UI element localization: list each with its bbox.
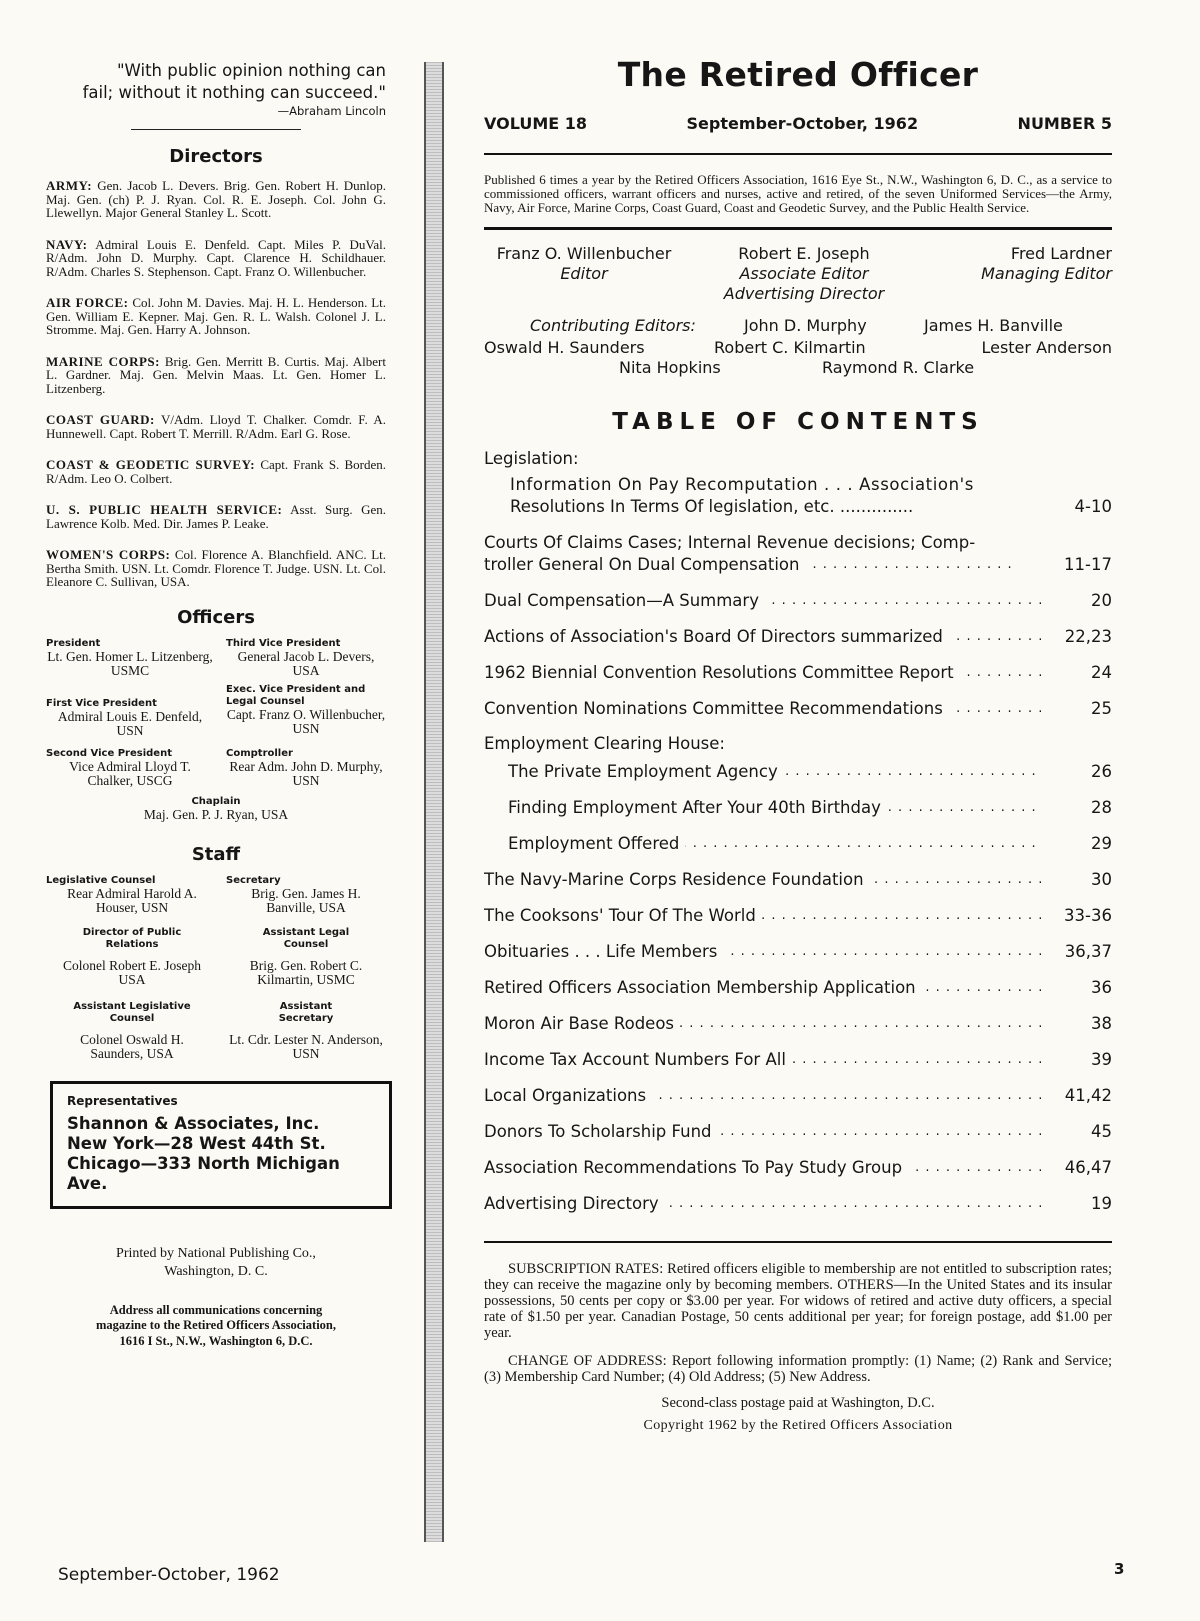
table-of-contents xyxy=(484,449,1112,1215)
toc-entry[interactable] xyxy=(484,590,1112,612)
staff-member xyxy=(226,1001,386,1061)
column-divider-bar xyxy=(424,62,444,1542)
staff-block xyxy=(46,875,386,1061)
director-entry: COAST GUARD: V/Adm. Lloyd T. Chalker. Comdr. F. A. Hunnewell. Capt. Robert T. Merrill. R/Adm. Earl G. Rose. xyxy=(46,412,386,441)
contributing-editor: Robert C. Kilmartin xyxy=(714,338,866,357)
director-entry: AIR FORCE: Col. John M. Davies. Maj. H. L. Henderson. Lt. Gen. William E. Kepner. Maj. Gen. R. L. Walsh. Colonel J. L. Stromme. Maj. Gen. Harry A. Johnson. xyxy=(46,295,387,337)
director-entry: WOMEN'S CORPS: Col. Florence A. Blanchfield. ANC. Lt. Bertha Smith. USN. Lt. Comdr. Florence T. Judge. USN. Lt. Col. Eleanore C. Sullivan, USA. xyxy=(46,547,387,589)
toc-group xyxy=(484,761,1112,855)
director-entry: MARINE CORPS: Brig. Gen. Merritt B. Curtis. Maj. Albert L. Gardner. Maj. Gen. Melvin Maas. Lt. Gen. Homer L. Litzenberg. xyxy=(46,353,386,396)
toc-entry[interactable] xyxy=(484,1013,1112,1035)
printer-line: Washington, D. C. xyxy=(164,1263,268,1279)
toc-entry[interactable] xyxy=(484,941,1112,963)
address-note xyxy=(46,1303,386,1350)
staff-member xyxy=(46,927,218,987)
right-column xyxy=(484,55,1112,1434)
officer-name: Rear Adm. John D. Murphy, USN xyxy=(229,758,383,788)
officer-name: Capt. Franz O. Willenbucher, USN xyxy=(226,706,386,736)
toc-entry[interactable] xyxy=(484,532,1112,576)
issue-row xyxy=(484,114,1112,133)
quote xyxy=(46,60,386,104)
toc-entry-title xyxy=(484,532,1042,576)
footer-date: September-October, 1962 xyxy=(58,1565,280,1585)
toc-page-number: 20 xyxy=(1091,591,1112,610)
staff-name: Rear Admiral Harold A. Houser, USN xyxy=(67,885,197,915)
divider xyxy=(131,129,301,130)
toc-page-number: 4-10 xyxy=(1074,497,1112,516)
representative-line: Shannon & Associates, Inc. xyxy=(67,1113,320,1133)
change-of-address: CHANGE OF ADDRESS: Report following information promptly: (1) Name; (2) Rank and Service; (3) Membership Card Number; (4) Old Address; (5) New Address. xyxy=(484,1353,1112,1385)
toc-entry[interactable] xyxy=(508,761,1112,783)
representative-line: Ave. xyxy=(67,1173,108,1193)
editor-role: Associate Editor xyxy=(739,264,869,283)
contributing-editor: Lester Anderson xyxy=(981,338,1112,357)
editor-role: Managing Editor xyxy=(981,264,1112,283)
toc-page-number: 46,47 xyxy=(1064,1158,1112,1177)
toc-entry[interactable] xyxy=(484,1157,1112,1179)
officer-name: Lt. Gen. Homer L. Litzenberg, USMC xyxy=(47,648,213,678)
divider xyxy=(484,153,1112,155)
toc-entry[interactable] xyxy=(484,698,1112,720)
staff-row xyxy=(46,875,386,915)
toc-entry-title: Advertising Directory . . . xyxy=(484,1193,1042,1215)
toc-entry-title: Income Tax Account Numbers For All . . . xyxy=(484,1049,1042,1071)
toc-entry-title: Retired Officers Association Membership Application . . . xyxy=(484,977,1042,999)
staff-title: Legislative Counsel xyxy=(46,874,156,886)
staff-row xyxy=(46,927,386,987)
toc-page-number: 30 xyxy=(1091,870,1112,889)
subscription-rates: SUBSCRIPTION RATES: Retired officers eligible to membership are not entitled to subscription rates; they can receive the magazine only by becoming members. OTHERS—In the United States and its insular possessions, 50 cents per copy or $3.00 per year. For widows of retired and active duty officers, a special rate of $1.50 per year. Canadian Postage, 50 cents additional per year; for foreign postage, add $1.00 per year. xyxy=(484,1261,1112,1341)
postage-note: Second-class postage paid at Washington, D.C. xyxy=(661,1395,935,1411)
staff-title: Assistant Legal Counsel xyxy=(262,926,350,950)
toc-entry[interactable] xyxy=(484,1085,1112,1107)
officer-title: Second Vice President xyxy=(46,747,172,759)
staff-member xyxy=(226,927,386,987)
officer-name: Maj. Gen. P. J. Ryan, USA xyxy=(143,806,289,822)
director-entry: COAST & GEODETIC SURVEY: Capt. Frank S. Borden. R/Adm. Leo O. Colbert. xyxy=(46,457,387,486)
toc-page-number: 41,42 xyxy=(1064,1086,1112,1105)
toc-entry[interactable] xyxy=(484,869,1112,891)
officer-name: Vice Admiral Lloyd T. Chalker, USCG xyxy=(69,758,191,788)
officer-title: Exec. Vice President and Legal Counsel xyxy=(226,683,366,707)
staff-member xyxy=(46,875,218,915)
toc-entry[interactable] xyxy=(484,1049,1112,1071)
contributing-editor: Nita Hopkins xyxy=(619,358,721,377)
officer xyxy=(46,684,214,738)
officers-block xyxy=(46,638,386,822)
staff-name: Colonel Robert E. Joseph USA xyxy=(63,957,201,987)
staff-name: Lt. Cdr. Lester N. Anderson, USN xyxy=(229,1031,383,1061)
quote-line: "With public opinion nothing can xyxy=(116,61,386,80)
toc-entry-title: Obituaries . . . Life Members . . . xyxy=(484,941,1042,963)
toc-page-number: 19 xyxy=(1091,1194,1112,1213)
toc-entry-title: Dual Compensation—A Summary . . . xyxy=(484,590,1042,612)
representatives-box xyxy=(50,1081,392,1209)
staff-name: Brig. Gen. Robert C. Kilmartin, USMC xyxy=(249,957,363,987)
representative-line: Chicago—333 North Michigan xyxy=(67,1153,340,1173)
toc-section-heading: Legislation: xyxy=(484,449,579,468)
divider xyxy=(484,1241,1112,1243)
toc-entry-title: Local Organizations . . . xyxy=(484,1085,1042,1107)
editor-role: Advertising Director xyxy=(723,284,885,303)
printer-credit xyxy=(46,1245,386,1281)
toc-entry[interactable] xyxy=(484,1193,1112,1215)
toc-entry[interactable] xyxy=(508,797,1112,819)
contributing-editor: James H. Banville xyxy=(924,316,1063,335)
officer-title: First Vice President xyxy=(46,697,157,709)
officer xyxy=(226,684,386,738)
associate-editor xyxy=(704,244,904,304)
officer-name: Admiral Louis E. Denfeld, USN xyxy=(57,708,203,738)
officer xyxy=(46,748,214,788)
toc-page-number: 28 xyxy=(1091,798,1112,817)
director-entry: U. S. PUBLIC HEALTH SERVICE: Asst. Surg. Gen. Lawrence Kolb. Med. Dir. James P. Leake. xyxy=(46,502,386,531)
staff-name: Colonel Oswald H. Saunders, USA xyxy=(80,1031,184,1061)
directors-list xyxy=(46,179,386,589)
divider xyxy=(484,227,1112,230)
toc-entry-title: Moron Air Base Rodeos . . . xyxy=(484,1013,1042,1035)
toc-entry[interactable] xyxy=(484,1121,1112,1143)
toc-entry-title: Actions of Association's Board Of Directors summarized . . . xyxy=(484,626,1042,648)
toc-entry-title: Convention Nominations Committee Recommendations . . . xyxy=(484,698,1042,720)
staff-name: Brig. Gen. James H. Banville, USA xyxy=(251,885,361,915)
toc-page-number: 36,37 xyxy=(1064,942,1112,961)
staff-title: Assistant Secretary xyxy=(278,1000,334,1024)
toc-entry[interactable] xyxy=(484,474,1112,518)
officer xyxy=(226,748,386,788)
toc-page-number: 45 xyxy=(1091,1122,1112,1141)
printer-line: Printed by National Publishing Co., xyxy=(116,1245,316,1261)
masthead-title: The Retired Officer xyxy=(617,55,979,94)
toc-entry-line: Resolutions In Terms Of legislation, etc. .............. xyxy=(510,497,914,516)
page-number: 3 xyxy=(1114,1560,1125,1578)
toc-entry-title: The Navy-Marine Corps Residence Foundation . . . xyxy=(484,869,1042,891)
staff-title: Secretary xyxy=(226,874,281,886)
quote-line: fail; without it nothing can succeed." xyxy=(82,83,386,102)
editor xyxy=(484,244,684,284)
toc-entry-line: Courts Of Claims Cases; Internal Revenue decisions; Comp- xyxy=(484,533,976,552)
representative-line: New York—28 West 44th St. xyxy=(67,1133,326,1153)
staff-row xyxy=(46,1001,386,1061)
toc-group xyxy=(484,869,1112,1215)
toc-entry-line: troller General On Dual Compensation . . . xyxy=(484,554,1014,576)
toc-entry[interactable] xyxy=(484,626,1112,648)
director-entry: NAVY: Admiral Louis E. Denfeld. Capt. Miles P. DuVal. R/Adm. John D. Murphy. Capt. Clarence H. Schildhauer. R/Adm. Charles S. Stephenson. Capt. Franz O. Willenbucher. xyxy=(46,236,386,279)
toc-entry-title xyxy=(510,474,1042,518)
toc-page-number: 36 xyxy=(1091,978,1112,997)
toc-page-number: 24 xyxy=(1091,663,1112,682)
editor-name: Robert E. Joseph xyxy=(738,244,870,263)
address-line: Address all communications concerning xyxy=(109,1302,323,1317)
contributing-editor: Raymond R. Clarke xyxy=(822,358,975,377)
chaplain xyxy=(46,796,386,822)
toc-entry-title: The Cooksons' Tour Of The World . . . xyxy=(484,905,1042,927)
officer-title: Chaplain xyxy=(191,795,241,807)
toc-entry[interactable] xyxy=(484,662,1112,684)
officer xyxy=(226,638,386,678)
officer-title: President xyxy=(46,637,101,649)
managing-editor xyxy=(912,244,1112,284)
toc-entry[interactable] xyxy=(508,833,1112,855)
directors-title: Directors xyxy=(169,146,263,167)
contributing-editors-label: Contributing Editors: xyxy=(530,316,696,335)
officers-row xyxy=(46,638,386,678)
toc-entry[interactable] xyxy=(484,905,1112,927)
officer xyxy=(46,638,214,678)
editor-role: Editor xyxy=(560,264,608,283)
toc-title: TABLE OF CONTENTS xyxy=(612,409,984,435)
editor-name: Franz O. Willenbucher xyxy=(496,244,672,263)
director-entry: ARMY: Gen. Jacob L. Devers. Brig. Gen. Robert H. Dunlop. Maj. Gen. (ch) P. J. Ryan. Col. R. E. Joseph. Col. John G. Llewellyn. Major General Stanley L. Scott. xyxy=(46,178,387,220)
officers-title: Officers xyxy=(177,606,255,628)
toc-entry-title: Employment Offered . . . xyxy=(508,833,1042,855)
toc-page-number: 33-36 xyxy=(1064,906,1112,925)
address-line: 1616 I St., N.W., Washington 6, D.C. xyxy=(119,1333,313,1348)
toc-entry-title: Donors To Scholarship Fund . . . xyxy=(484,1121,1042,1143)
toc-page-number: 26 xyxy=(1091,762,1112,781)
contributing-editor: John D. Murphy xyxy=(744,316,867,335)
representatives-label: Representatives xyxy=(67,1093,178,1108)
issue-date: September-October, 1962 xyxy=(686,114,919,133)
staff-title: Director of Public Relations xyxy=(82,926,182,950)
toc-page-number: 25 xyxy=(1091,699,1112,718)
toc-entry[interactable] xyxy=(484,977,1112,999)
officer-name: General Jacob L. Devers, USA xyxy=(237,648,375,678)
address-line: magazine to the Retired Officers Association, xyxy=(96,1318,336,1332)
toc-section-heading: Employment Clearing House: xyxy=(484,734,725,753)
toc-entry-line: Information On Pay Recomputation . . . Association's xyxy=(510,475,975,494)
staff-member xyxy=(46,1001,218,1061)
staff-member xyxy=(226,875,386,915)
toc-page-number: 38 xyxy=(1091,1014,1112,1033)
staff-title: Assistant Legislative Counsel xyxy=(73,1000,191,1024)
staff-title: Staff xyxy=(191,843,241,865)
toc-page-number: 11-17 xyxy=(1064,555,1112,574)
contributing-editor: Oswald H. Saunders xyxy=(484,338,645,357)
officers-row xyxy=(46,684,386,738)
copyright-note: Copyright 1962 by the Retired Officers Association xyxy=(643,1418,953,1433)
publication-info: Published 6 times a year by the Retired Officers Association, 1616 Eye St., N.W., Washington 6, D. C., as a service to commissioned officers, warrant officers and nurses, active and retired, of the seven Uniformed Services—the Army, Navy, Air Force, Marine Corps, Coast Guard, Coast and Geodetic Survey, and the Public Health Service. xyxy=(484,172,1112,215)
officers-row xyxy=(46,748,386,788)
quote-attribution: —Abraham Lincoln xyxy=(277,104,386,118)
toc-page-number: 22,23 xyxy=(1064,627,1112,646)
toc-entry-title: 1962 Biennial Convention Resolutions Committee Report . . . xyxy=(484,662,1042,684)
toc-entry-title: Finding Employment After Your 40th Birthday . . . xyxy=(508,797,1042,819)
editor-name: Fred Lardner xyxy=(1010,244,1112,263)
toc-entry-title: The Private Employment Agency . . . xyxy=(508,761,1042,783)
officer-title: Third Vice President xyxy=(226,637,341,649)
editors-block xyxy=(484,244,1112,389)
officer-title: Comptroller xyxy=(226,747,293,759)
volume-label: VOLUME 18 xyxy=(484,114,588,133)
toc-page-number: 39 xyxy=(1091,1050,1112,1069)
issue-number: NUMBER 5 xyxy=(1017,114,1112,133)
toc-page-number: 29 xyxy=(1091,834,1112,853)
toc-group xyxy=(484,590,1112,720)
toc-entry-title: Association Recommendations To Pay Study Group . . . xyxy=(484,1157,1042,1179)
left-column xyxy=(46,60,386,1349)
